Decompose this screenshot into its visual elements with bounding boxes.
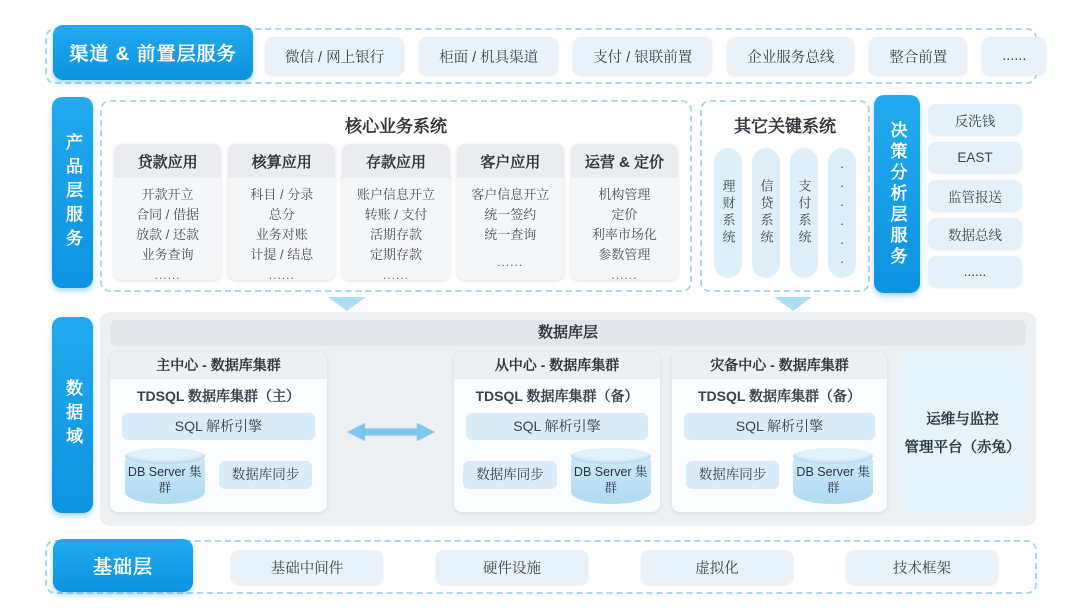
core-app-item: 机构管理 bbox=[598, 187, 651, 202]
disaster-recovery-cluster bbox=[672, 352, 887, 512]
core-app-item: 参数管理 bbox=[598, 247, 651, 263]
system-pill-label: 支付系统 bbox=[796, 179, 812, 247]
system-pill bbox=[828, 148, 856, 278]
database-layer-title: 数据库层 bbox=[110, 320, 1026, 346]
db-server-label: DB Server 集群 bbox=[796, 464, 871, 495]
channel-item: 微信 / 网上银行 bbox=[265, 37, 404, 75]
ops-monitoring-panel bbox=[899, 352, 1026, 512]
channel-item: 支付 / 银联前置 bbox=[573, 37, 712, 75]
core-app-item: 放款 / 还款 bbox=[136, 227, 200, 243]
channel-item: 企业服务总线 bbox=[727, 37, 854, 75]
other-key-systems-pills bbox=[714, 148, 856, 278]
decision-item: 监管报送 bbox=[928, 180, 1022, 211]
secondary-db-sync: 数据库同步 bbox=[463, 461, 557, 489]
channel-item: ...... bbox=[982, 37, 1046, 75]
core-app-item: ...... bbox=[154, 267, 181, 280]
db-server-label: DB Server 集群 bbox=[573, 464, 648, 495]
dr-cluster-bottom bbox=[672, 440, 887, 514]
dr-db-sync: 数据库同步 bbox=[686, 461, 780, 489]
db-server-cylinder-icon bbox=[125, 456, 205, 504]
product-layer-label: 产品层服务 bbox=[63, 132, 82, 253]
core-app-card bbox=[228, 144, 335, 280]
core-app-item: 统一签约 bbox=[484, 207, 537, 223]
core-app-card bbox=[342, 144, 449, 280]
core-business-systems-box bbox=[100, 100, 692, 292]
core-app-items bbox=[228, 178, 335, 280]
core-app-item: ...... bbox=[497, 255, 524, 270]
ops-panel-line2: 管理平台（赤兔） bbox=[904, 439, 1021, 456]
core-app-header: 贷款应用 bbox=[114, 144, 221, 178]
system-pill-label: 信贷系统 bbox=[758, 179, 774, 247]
secondary-cluster bbox=[454, 352, 660, 512]
decision-item: 反洗钱 bbox=[928, 104, 1022, 135]
system-pill-label: 理财系统 bbox=[720, 179, 736, 247]
core-business-title: 核心业务系统 bbox=[345, 117, 447, 136]
core-app-item: 开款开立 bbox=[141, 187, 194, 202]
decision-item: 数据总线 bbox=[928, 218, 1022, 249]
db-server-label: DB Server 集群 bbox=[127, 464, 202, 495]
dr-sql-engine: SQL 解析引擎 bbox=[684, 413, 875, 440]
core-app-item: 总分 bbox=[268, 207, 295, 223]
system-pill bbox=[752, 148, 780, 278]
core-app-item: ...... bbox=[268, 267, 295, 280]
primary-tdsql-label: TDSQL 数据库集群（主） bbox=[136, 388, 301, 404]
base-item: 虚拟化 bbox=[641, 550, 793, 584]
db-server-cylinder-icon bbox=[793, 456, 873, 504]
secondary-cluster-bottom bbox=[454, 440, 660, 514]
channel-item: 整合前置 bbox=[869, 37, 967, 75]
channel-item: 柜面 / 机具渠道 bbox=[419, 37, 558, 75]
dr-cluster-header: 灾备中心 - 数据库集群 bbox=[672, 352, 887, 379]
core-app-header: 存款应用 bbox=[342, 144, 449, 178]
secondary-sql-engine: SQL 解析引擎 bbox=[466, 413, 648, 440]
core-app-header: 核算应用 bbox=[228, 144, 335, 178]
system-pill bbox=[714, 148, 742, 278]
primary-db-sync: 数据库同步 bbox=[219, 461, 313, 489]
core-app-item: ...... bbox=[383, 267, 410, 280]
ops-panel-line1: 运维与监控 bbox=[926, 411, 999, 428]
core-app-header: 客户应用 bbox=[457, 144, 564, 178]
channel-items bbox=[265, 37, 1027, 75]
core-app-item: 科目 / 分录 bbox=[250, 187, 314, 202]
replication-arrow-zone bbox=[327, 352, 454, 512]
channel-layer-band bbox=[45, 28, 1037, 84]
database-layer-panel bbox=[100, 312, 1036, 526]
primary-cluster-bottom bbox=[110, 440, 327, 514]
product-layer-bar bbox=[52, 97, 93, 288]
decision-item: ...... bbox=[928, 256, 1022, 287]
down-arrow-icon bbox=[774, 297, 812, 311]
core-app-card bbox=[114, 144, 221, 280]
base-item: 基础中间件 bbox=[231, 550, 383, 584]
core-app-item: 转账 / 支付 bbox=[364, 207, 428, 223]
data-domain-bar bbox=[52, 317, 93, 513]
core-app-item: 计提 / 结息 bbox=[250, 247, 314, 263]
core-app-item: 客户信息开立 bbox=[471, 187, 550, 202]
base-layer-label: 基础层 bbox=[53, 539, 193, 592]
system-pill-label: ...... bbox=[834, 156, 850, 270]
core-app-items bbox=[342, 178, 449, 280]
core-app-items bbox=[457, 178, 564, 280]
base-item: 技术框架 bbox=[846, 550, 998, 584]
core-app-item: 统一查询 bbox=[484, 227, 537, 243]
dr-tdsql-label: TDSQL 数据库集群（备） bbox=[697, 388, 862, 404]
data-domain-label: 数据域 bbox=[63, 379, 82, 451]
core-app-card bbox=[457, 144, 564, 280]
primary-sql-engine: SQL 解析引擎 bbox=[122, 413, 315, 440]
primary-cluster bbox=[110, 352, 327, 512]
core-app-item: 定期存款 bbox=[370, 247, 423, 263]
clusters-row bbox=[110, 352, 1026, 512]
core-app-card bbox=[571, 144, 678, 280]
core-app-items bbox=[114, 178, 221, 280]
core-app-item: 利率市场化 bbox=[591, 227, 657, 243]
core-app-item: 定价 bbox=[611, 207, 638, 223]
decision-item: EAST bbox=[928, 142, 1022, 173]
core-app-item: 业务查询 bbox=[141, 247, 194, 263]
primary-cluster-header: 主中心 - 数据库集群 bbox=[110, 352, 327, 379]
channel-layer-label: 渠道 & 前置层服务 bbox=[53, 25, 253, 80]
other-key-systems-box bbox=[700, 100, 870, 292]
other-key-systems-title: 其它关键系统 bbox=[734, 117, 836, 136]
core-app-item: 合同 / 借据 bbox=[136, 207, 200, 223]
core-app-header: 运营 & 定价 bbox=[571, 144, 678, 178]
system-pill bbox=[790, 148, 818, 278]
double-arrow-icon bbox=[345, 420, 437, 444]
base-items bbox=[212, 549, 1017, 585]
core-app-item: ...... bbox=[611, 267, 638, 280]
base-item: 硬件设施 bbox=[436, 550, 588, 584]
core-app-columns bbox=[114, 144, 678, 280]
core-app-item: 业务对账 bbox=[255, 227, 308, 243]
decision-layer-bar bbox=[874, 95, 920, 293]
core-app-item: 活期存款 bbox=[370, 227, 423, 243]
down-arrow-icon bbox=[328, 297, 366, 311]
core-app-item: 账户信息开立 bbox=[357, 187, 436, 202]
decision-items bbox=[928, 104, 1022, 287]
secondary-tdsql-label: TDSQL 数据库集群（备） bbox=[475, 388, 639, 404]
core-app-items bbox=[571, 178, 678, 280]
base-layer-band bbox=[45, 540, 1037, 594]
decision-layer-label: 决策分析层服务 bbox=[887, 120, 907, 268]
secondary-cluster-header: 从中心 - 数据库集群 bbox=[454, 352, 660, 379]
db-server-cylinder-icon bbox=[571, 456, 651, 504]
